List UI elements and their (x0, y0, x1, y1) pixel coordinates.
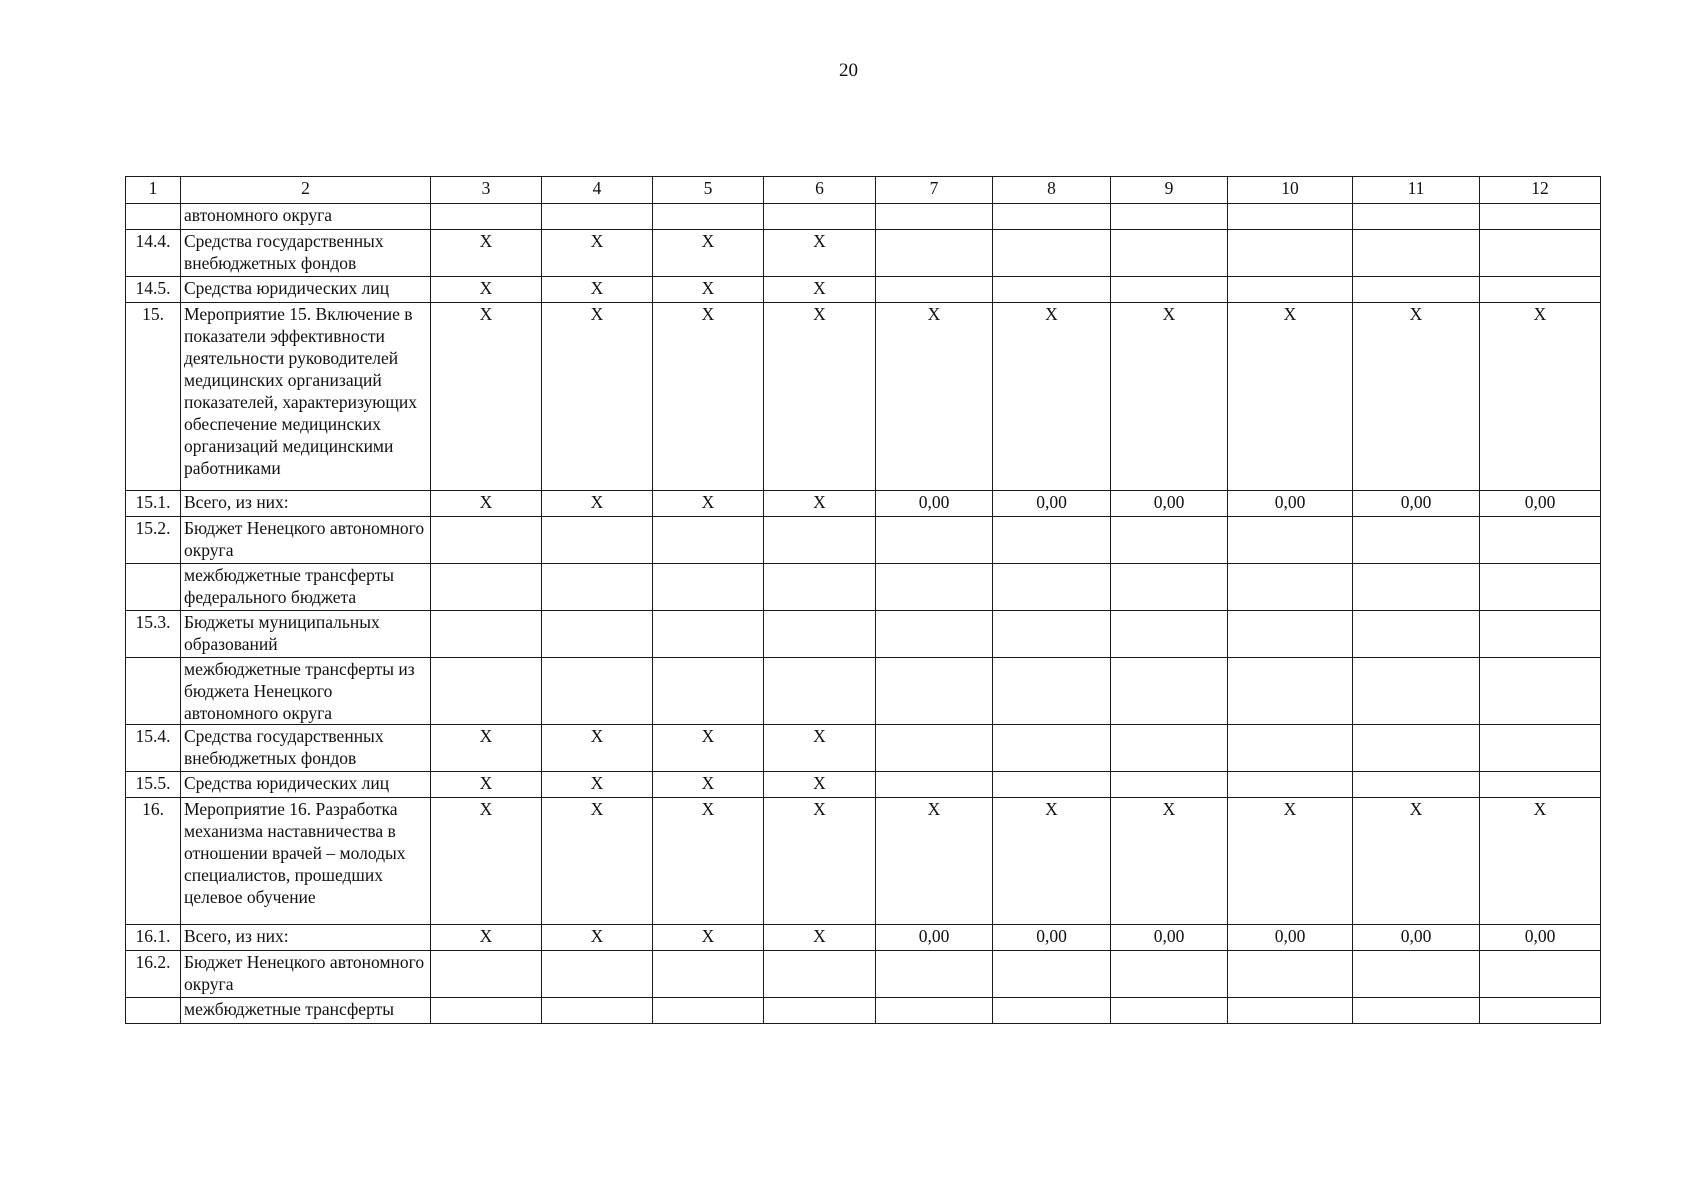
value-cell (542, 951, 653, 998)
row-description: Всего, из них: (181, 491, 431, 517)
value-cell: X (542, 491, 653, 517)
value-cell: X (764, 725, 876, 772)
value-cell: 0,00 (1111, 925, 1228, 951)
value-cell (653, 204, 764, 230)
value-cell: X (431, 491, 542, 517)
value-cell (764, 517, 876, 564)
value-cell: X (542, 798, 653, 925)
value-cell: 0,00 (1480, 491, 1601, 517)
row-number: 14.4. (126, 230, 181, 277)
table-row (126, 772, 1601, 798)
value-cell (431, 658, 542, 725)
table-row (126, 998, 1601, 1024)
value-cell (876, 204, 993, 230)
value-cell: 0,00 (1353, 491, 1480, 517)
value-cell: X (431, 277, 542, 303)
value-cell (1353, 725, 1480, 772)
value-cell (993, 517, 1111, 564)
row-number: 15.1. (126, 491, 181, 517)
value-cell (653, 658, 764, 725)
value-cell: 0,00 (1228, 925, 1353, 951)
value-cell (653, 564, 764, 611)
value-cell: 0,00 (876, 925, 993, 951)
value-cell (1111, 277, 1228, 303)
row-number (126, 204, 181, 230)
row-description: Всего, из них: (181, 925, 431, 951)
value-cell (1111, 230, 1228, 277)
table-row (126, 725, 1601, 772)
value-cell (993, 230, 1111, 277)
value-cell (431, 951, 542, 998)
value-cell (876, 951, 993, 998)
value-cell (1353, 998, 1480, 1024)
value-cell (542, 658, 653, 725)
value-cell: X (764, 925, 876, 951)
value-cell: X (542, 925, 653, 951)
value-cell: X (542, 772, 653, 798)
value-cell: X (1228, 798, 1353, 925)
value-cell: X (1111, 303, 1228, 491)
row-description: межбюджетные трансферты из бюджета Ненецкого автономного округа (181, 658, 431, 725)
value-cell (876, 998, 993, 1024)
value-cell (1353, 517, 1480, 564)
value-cell: 0,00 (1228, 491, 1353, 517)
value-cell (1111, 564, 1228, 611)
value-cell (1480, 204, 1601, 230)
value-cell (876, 564, 993, 611)
table-row (126, 951, 1601, 998)
value-cell (1228, 772, 1353, 798)
row-number: 15.3. (126, 611, 181, 658)
header-cell: 1 (126, 177, 181, 204)
value-cell (764, 204, 876, 230)
value-cell: X (993, 798, 1111, 925)
table-row (126, 303, 1601, 491)
value-cell (1353, 611, 1480, 658)
row-description: межбюджетные трансферты федерального бюджета (181, 564, 431, 611)
row-number: 15. (126, 303, 181, 491)
row-description: Бюджеты муниципальных образований (181, 611, 431, 658)
row-number: 16.1. (126, 925, 181, 951)
value-cell (876, 230, 993, 277)
row-number: 15.4. (126, 725, 181, 772)
table-row (126, 230, 1601, 277)
row-description: межбюджетные трансферты (181, 998, 431, 1024)
value-cell: X (876, 798, 993, 925)
value-cell (876, 277, 993, 303)
value-cell (993, 951, 1111, 998)
value-cell (1480, 277, 1601, 303)
value-cell (876, 725, 993, 772)
value-cell: 0,00 (876, 491, 993, 517)
value-cell (1111, 725, 1228, 772)
value-cell (993, 611, 1111, 658)
value-cell (764, 564, 876, 611)
value-cell (1111, 611, 1228, 658)
header-cell: 5 (653, 177, 764, 204)
value-cell (1353, 658, 1480, 725)
value-cell (1111, 998, 1228, 1024)
value-cell: X (431, 798, 542, 925)
table-row (126, 658, 1601, 725)
value-cell: X (431, 230, 542, 277)
value-cell (764, 658, 876, 725)
row-description: Бюджет Ненецкого автономного округа (181, 951, 431, 998)
value-cell (653, 951, 764, 998)
value-cell (764, 951, 876, 998)
value-cell: X (1353, 303, 1480, 491)
header-cell: 8 (993, 177, 1111, 204)
value-cell (1228, 725, 1353, 772)
value-cell: X (876, 303, 993, 491)
value-cell (993, 998, 1111, 1024)
row-number: 15.2. (126, 517, 181, 564)
value-cell (1228, 517, 1353, 564)
row-description: автономного округа (181, 204, 431, 230)
value-cell: X (542, 303, 653, 491)
value-cell: X (431, 925, 542, 951)
value-cell: X (764, 798, 876, 925)
row-description: Средства юридических лиц (181, 772, 431, 798)
page-number: 20 (839, 60, 858, 81)
row-number: 14.5. (126, 277, 181, 303)
value-cell (993, 204, 1111, 230)
value-cell (1480, 772, 1601, 798)
value-cell (876, 611, 993, 658)
value-cell (1353, 564, 1480, 611)
header-cell: 11 (1353, 177, 1480, 204)
value-cell: X (653, 798, 764, 925)
header-cell: 6 (764, 177, 876, 204)
table-row (126, 611, 1601, 658)
header-cell: 10 (1228, 177, 1353, 204)
value-cell (431, 204, 542, 230)
value-cell: X (431, 725, 542, 772)
value-cell (1353, 204, 1480, 230)
value-cell: 0,00 (1353, 925, 1480, 951)
value-cell (1111, 772, 1228, 798)
value-cell: 0,00 (1111, 491, 1228, 517)
row-number (126, 998, 181, 1024)
table-row (126, 925, 1601, 951)
value-cell (431, 611, 542, 658)
value-cell (1111, 658, 1228, 725)
value-cell: X (653, 725, 764, 772)
value-cell: X (653, 277, 764, 303)
header-cell: 4 (542, 177, 653, 204)
row-number: 15.5. (126, 772, 181, 798)
value-cell: X (542, 277, 653, 303)
value-cell (1228, 564, 1353, 611)
value-cell: X (653, 772, 764, 798)
value-cell: 0,00 (993, 925, 1111, 951)
value-cell (1480, 725, 1601, 772)
value-cell (653, 611, 764, 658)
value-cell: X (653, 303, 764, 491)
value-cell (431, 517, 542, 564)
value-cell: X (653, 230, 764, 277)
value-cell (876, 658, 993, 725)
table-row (126, 277, 1601, 303)
value-cell (993, 725, 1111, 772)
value-cell (1228, 658, 1353, 725)
row-number (126, 658, 181, 725)
header-cell: 2 (181, 177, 431, 204)
value-cell: X (653, 925, 764, 951)
table-row (126, 491, 1601, 517)
value-cell (1228, 204, 1353, 230)
value-cell: X (1480, 303, 1601, 491)
value-cell (764, 611, 876, 658)
header-cell: 12 (1480, 177, 1601, 204)
value-cell (653, 998, 764, 1024)
value-cell (542, 611, 653, 658)
value-cell (1480, 230, 1601, 277)
value-cell (993, 658, 1111, 725)
value-cell: X (653, 491, 764, 517)
value-cell (1480, 517, 1601, 564)
value-cell (1228, 951, 1353, 998)
value-cell (1228, 230, 1353, 277)
value-cell (1353, 277, 1480, 303)
table-row (126, 204, 1601, 230)
header-row (126, 177, 1601, 204)
value-cell (1111, 951, 1228, 998)
funding-table (125, 176, 1601, 1024)
value-cell (1228, 998, 1353, 1024)
value-cell (431, 998, 542, 1024)
table-row (126, 798, 1601, 925)
row-description: Бюджет Ненецкого автономного округа (181, 517, 431, 564)
value-cell (1480, 564, 1601, 611)
row-description: Средства государственных внебюджетных фондов (181, 725, 431, 772)
value-cell (542, 204, 653, 230)
value-cell (431, 564, 542, 611)
value-cell (1480, 611, 1601, 658)
value-cell (1480, 951, 1601, 998)
value-cell: X (1480, 798, 1601, 925)
value-cell (1228, 611, 1353, 658)
value-cell (1353, 772, 1480, 798)
value-cell: X (764, 277, 876, 303)
value-cell: X (1228, 303, 1353, 491)
value-cell: X (1353, 798, 1480, 925)
row-description: Средства государственных внебюджетных фондов (181, 230, 431, 277)
value-cell (1480, 998, 1601, 1024)
table-row (126, 517, 1601, 564)
row-number (126, 564, 181, 611)
value-cell: X (431, 772, 542, 798)
value-cell: X (764, 772, 876, 798)
value-cell (542, 517, 653, 564)
header-cell: 9 (1111, 177, 1228, 204)
header-cell: 3 (431, 177, 542, 204)
value-cell: X (1111, 798, 1228, 925)
row-description: Мероприятие 16. Разработка механизма наставничества в отношении врачей – молодых специалистов, прошедших целевое обучение (181, 798, 431, 925)
row-description: Мероприятие 15. Включение в показатели эффективности деятельности руководителей медицинских организаций показателей, характеризующих обеспечение медицинских организаций медицинскими работниками (181, 303, 431, 491)
row-number: 16. (126, 798, 181, 925)
value-cell (876, 772, 993, 798)
value-cell (993, 564, 1111, 611)
value-cell (542, 998, 653, 1024)
header-cell: 7 (876, 177, 993, 204)
value-cell (993, 277, 1111, 303)
value-cell (542, 564, 653, 611)
value-cell (1480, 658, 1601, 725)
value-cell (1228, 277, 1353, 303)
value-cell (1111, 517, 1228, 564)
row-description: Средства юридических лиц (181, 277, 431, 303)
value-cell: X (542, 230, 653, 277)
value-cell: X (542, 725, 653, 772)
value-cell: X (764, 491, 876, 517)
row-number: 16.2. (126, 951, 181, 998)
value-cell: X (431, 303, 542, 491)
value-cell (1353, 230, 1480, 277)
value-cell (653, 517, 764, 564)
value-cell (876, 517, 993, 564)
value-cell (1111, 204, 1228, 230)
value-cell: X (764, 303, 876, 491)
value-cell: 0,00 (1480, 925, 1601, 951)
value-cell: X (993, 303, 1111, 491)
value-cell (764, 998, 876, 1024)
value-cell: X (764, 230, 876, 277)
value-cell (993, 772, 1111, 798)
table-row (126, 564, 1601, 611)
value-cell: 0,00 (993, 491, 1111, 517)
value-cell (1353, 951, 1480, 998)
